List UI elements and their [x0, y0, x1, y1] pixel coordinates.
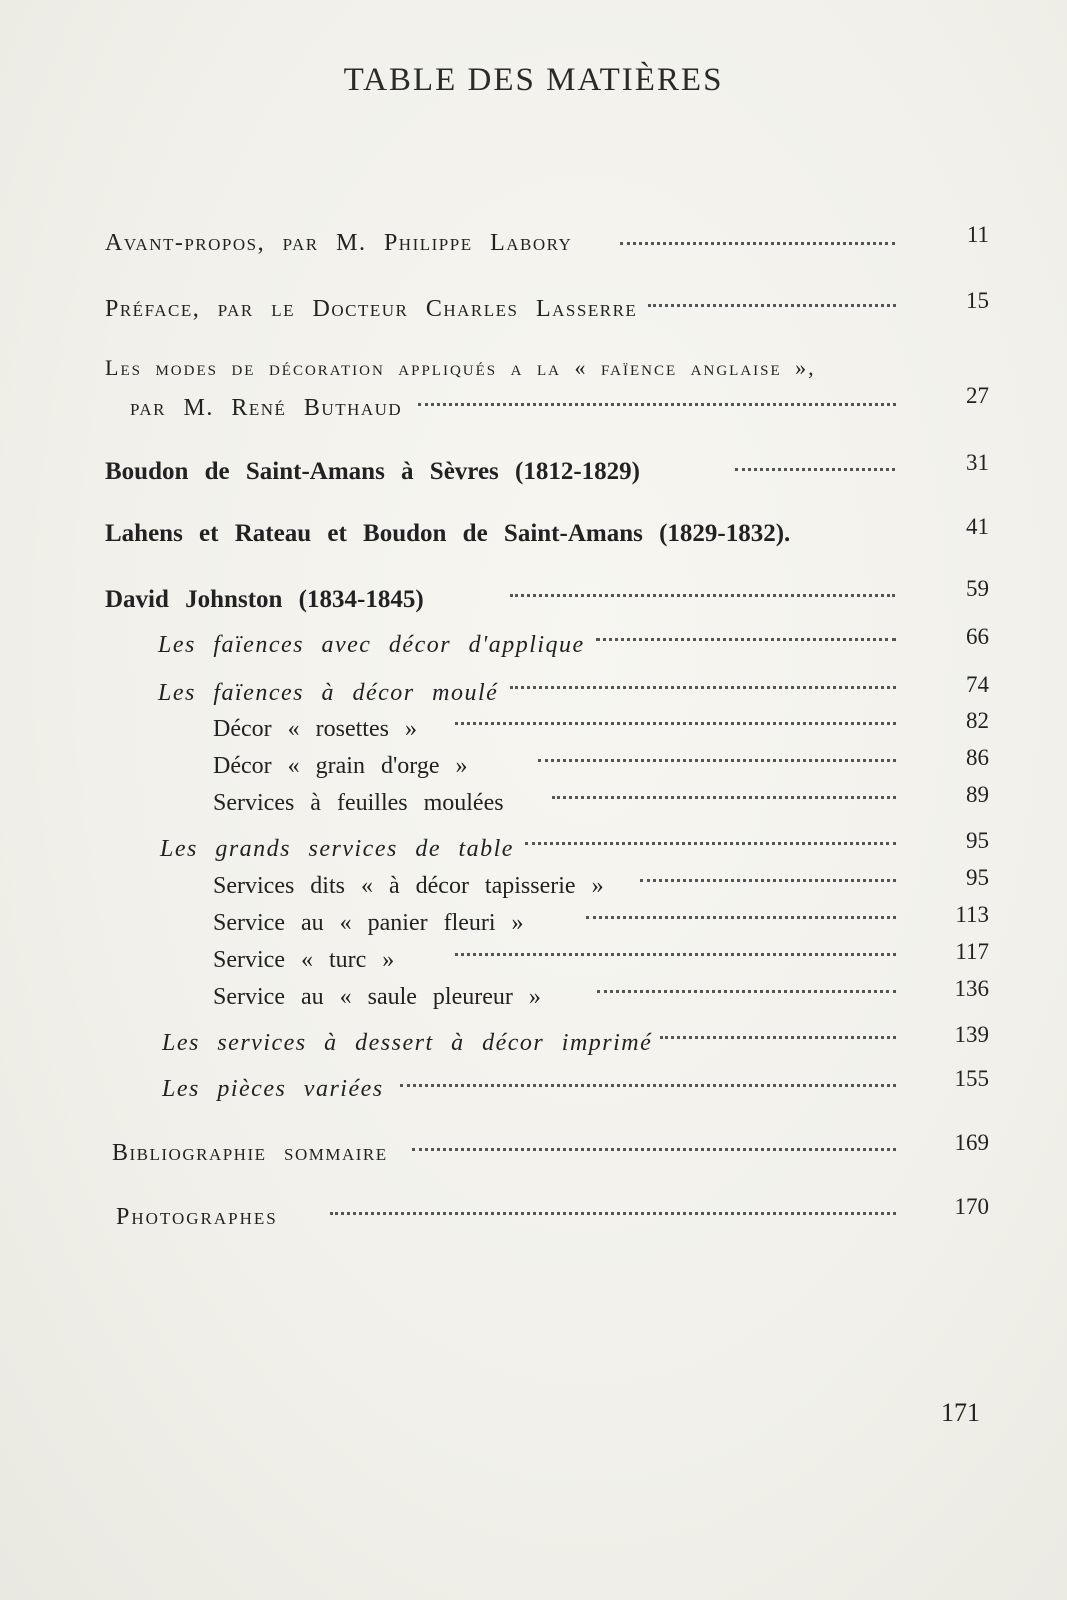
toc-entry-page: 82 [966, 708, 989, 733]
toc-entry-page: 74 [966, 672, 989, 697]
toc-entry-label: Services dits « à décor tapisserie » [213, 873, 604, 899]
toc-entry-page: 66 [966, 624, 989, 649]
toc-entry-page: 41 [966, 514, 989, 539]
dot-leader [586, 914, 896, 919]
dot-leader [538, 757, 896, 762]
toc-entry-page: 89 [966, 782, 989, 807]
toc-entry-grands-services[interactable] [0, 828, 1067, 876]
toc-entry-services-tapisserie[interactable] [0, 865, 1067, 913]
toc-entry-label: par M. René Buthaud [130, 395, 403, 421]
toc-entry-avant-propos[interactable] [0, 222, 1067, 270]
toc-entry-boudon-sevres[interactable] [0, 450, 1067, 498]
toc-entry-saule-pleureur[interactable] [0, 976, 1067, 1024]
toc-entry-label: Service au « panier fleuri » [213, 910, 524, 936]
toc-entry-page: 59 [966, 576, 989, 601]
toc-entry-pieces-variees[interactable] [0, 1066, 1067, 1116]
toc-entry-page: 95 [966, 865, 989, 890]
dot-leader [596, 636, 896, 641]
toc-entry-label: Bibliographie sommaire [112, 1140, 388, 1166]
dot-leader [735, 466, 895, 471]
dot-leader [660, 1034, 896, 1039]
toc-entry-label: Photographes [116, 1204, 278, 1230]
dot-leader [418, 401, 896, 406]
dot-leader [640, 877, 896, 882]
toc-entry-label: Les pièces variées [162, 1076, 384, 1102]
toc-entry-lahens-rateau[interactable] [0, 514, 1067, 560]
toc-entry-page: 95 [966, 828, 989, 853]
page-number: 171 [941, 1398, 980, 1427]
toc-entry-modes-decoration-line2[interactable] [0, 383, 1067, 435]
toc-entry-label: Les faïences avec décor d'applique [158, 632, 585, 658]
toc-entry-photographes[interactable] [0, 1194, 1067, 1244]
toc-entry-modes-decoration-line1[interactable] [0, 355, 1067, 395]
toc-entry-label: Les modes de décoration appliqués a la « faïence anglaise », [105, 355, 816, 380]
dot-leader [648, 302, 896, 307]
toc-entry-label: Préface, par le Docteur Charles Lasserre [105, 296, 638, 322]
toc-entry-page: 139 [954, 1022, 989, 1047]
toc-entry-label: Boudon de Saint-Amans à Sèvres (1812-1829) [105, 458, 640, 485]
toc-entry-label: Les faïences à décor moulé [158, 680, 499, 706]
toc-entry-label: Les grands services de table [160, 836, 514, 862]
toc-entry-preface[interactable] [0, 288, 1067, 336]
dot-leader [620, 240, 895, 245]
toc-entry-label: Décor « rosettes » [213, 716, 417, 742]
toc-entry-label: Services à feuilles moulées [213, 790, 504, 816]
toc-entry-page: 31 [966, 450, 989, 475]
toc-entry-label: Service au « saule pleureur » [213, 984, 541, 1010]
dot-leader [597, 988, 896, 993]
toc-entry-page: 27 [966, 383, 989, 408]
dot-leader [552, 794, 896, 799]
toc-entry-page: 169 [954, 1130, 989, 1155]
toc-entry-david-johnston[interactable] [0, 576, 1067, 626]
dot-leader [510, 684, 896, 689]
dot-leader [510, 592, 895, 597]
toc-entry-page: 11 [966, 222, 989, 247]
toc-entry-services-dessert[interactable] [0, 1022, 1067, 1070]
page-title: TABLE DES MATIÈRES [343, 62, 724, 98]
dot-leader [400, 1082, 896, 1087]
toc-entry-page: 113 [955, 902, 989, 927]
toc-entry-decor-rosettes[interactable] [0, 708, 1067, 756]
dot-leader [330, 1210, 896, 1215]
toc-entry-faiences-applique[interactable] [0, 624, 1067, 672]
toc-entry-services-feuilles[interactable] [0, 782, 1067, 830]
toc-entry-decor-grain-dorge[interactable] [0, 745, 1067, 793]
toc-entry-label: Décor « grain d'orge » [213, 753, 468, 779]
toc-entry-page: 117 [955, 939, 989, 964]
toc-entry-page: 170 [954, 1194, 989, 1219]
dot-leader [455, 951, 896, 956]
toc-entry-label: Service « turc » [213, 947, 395, 973]
toc-entry-service-turc[interactable] [0, 939, 1067, 987]
toc-entry-faiences-moule[interactable] [0, 672, 1067, 720]
toc-entry-bibliographie[interactable] [0, 1130, 1067, 1180]
toc-entry-label: David Johnston (1834-1845) [105, 586, 424, 613]
toc-entry-page: 15 [966, 288, 989, 313]
toc-entry-page: 86 [966, 745, 989, 770]
toc-entry-panier-fleuri[interactable] [0, 902, 1067, 950]
toc-entry-label: Les services à dessert à décor imprimé [162, 1030, 653, 1056]
dot-leader [412, 1146, 896, 1151]
toc-entry-label: Avant-propos, par M. Philippe Labory [105, 230, 573, 256]
toc-entry-label: Lahens et Rateau et Boudon de Saint-Amans (1829-1832). [105, 520, 791, 547]
dot-leader [525, 840, 896, 845]
toc-entry-page: 155 [954, 1066, 989, 1091]
toc-entry-page: 136 [954, 976, 989, 1001]
dot-leader [455, 720, 896, 725]
